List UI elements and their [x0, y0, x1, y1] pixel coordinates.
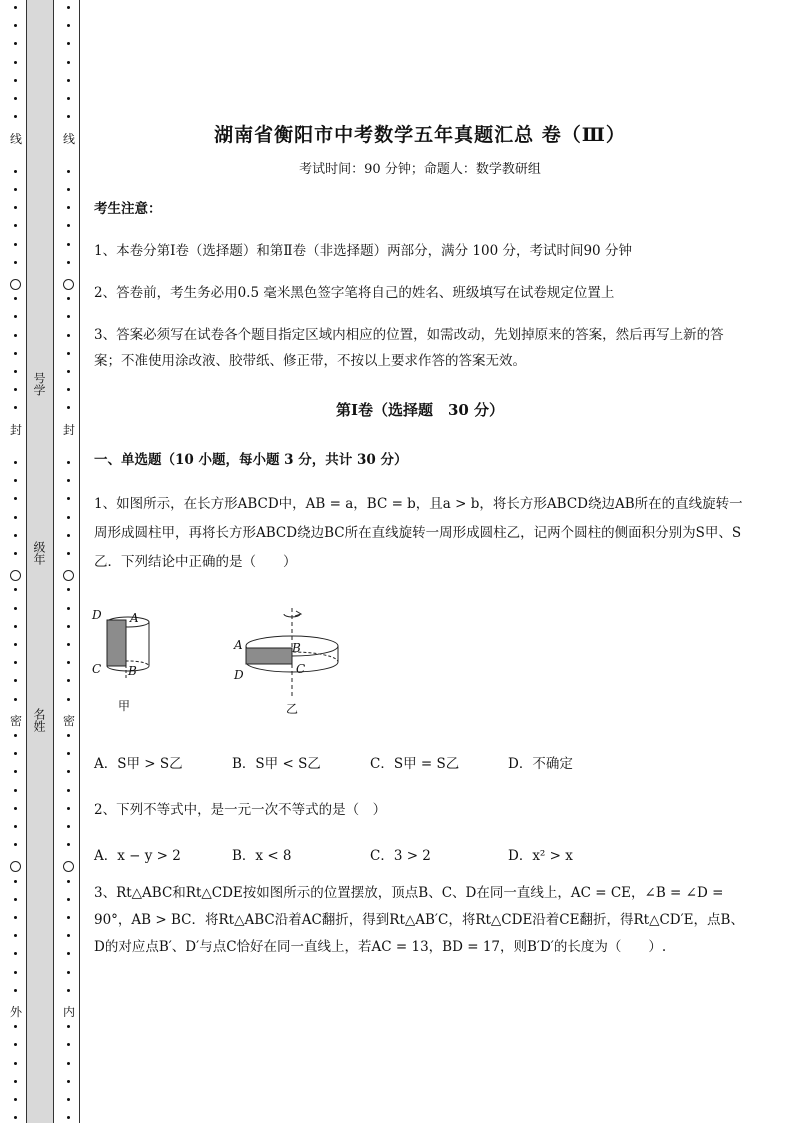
binding-dot	[67, 24, 70, 27]
binding-dot	[67, 352, 70, 355]
option-a[interactable]: A．S甲 > S乙	[94, 756, 183, 772]
binding-char: 外	[9, 1005, 22, 1019]
binding-dot	[14, 461, 17, 464]
binding-dot	[14, 24, 17, 27]
binding-line-outer	[79, 0, 80, 1123]
binding-dot	[14, 61, 17, 64]
binding-dot	[14, 916, 17, 919]
notice-item: 2、答卷前，考生务必用0.5 毫米黑色签字笔将自己的姓名、班级填写在试卷规定位置上	[94, 285, 615, 301]
binding-dot	[14, 516, 17, 519]
binding-dot	[14, 679, 17, 682]
binding-dot	[14, 643, 17, 646]
grade-label: 级年	[32, 541, 46, 565]
binding-dot	[67, 698, 70, 701]
binding-circle	[63, 570, 74, 581]
binding-circle	[63, 279, 74, 290]
binding-dot	[67, 934, 70, 937]
binding-char: 密	[9, 714, 22, 728]
figure-label: D	[92, 608, 102, 622]
part-heading: 一、单选题（10 小题，每小题 3 分，共计 30 分）	[94, 452, 408, 468]
binding-dot	[67, 1043, 70, 1046]
binding-char: 内	[62, 1005, 75, 1019]
binding-dot	[67, 6, 70, 9]
binding-dot	[14, 370, 17, 373]
binding-char: 线	[62, 132, 75, 146]
binding-dot	[67, 661, 70, 664]
binding-dot	[67, 916, 70, 919]
figure-label: D	[234, 668, 244, 682]
binding-dot	[14, 588, 17, 591]
binding-dot	[14, 388, 17, 391]
question-1-options	[94, 752, 749, 772]
option-b[interactable]: B．S甲 < S乙	[232, 756, 321, 772]
notice-item: 1、本卷分第Ⅰ卷（选择题）和第Ⅱ卷（非选择题）两部分，满分 100 分，考试时间90 分钟	[94, 243, 632, 259]
binding-dot	[14, 42, 17, 45]
binding-dot	[14, 934, 17, 937]
binding-dot	[67, 789, 70, 792]
binding-dot	[14, 97, 17, 100]
name-label: 名姓	[32, 708, 46, 732]
binding-dot	[14, 971, 17, 974]
binding-dot	[14, 752, 17, 755]
binding-dot	[67, 61, 70, 64]
binding-dot	[67, 388, 70, 391]
figure-label: C	[92, 662, 102, 676]
figure-caption: 甲	[118, 699, 131, 713]
binding-char: 密	[62, 714, 75, 728]
binding-dot	[67, 370, 70, 373]
binding-dot	[67, 752, 70, 755]
section-title: 第Ⅰ卷（选择题 30 分）	[335, 401, 505, 419]
binding-dot	[67, 898, 70, 901]
binding-dot	[67, 243, 70, 246]
binding-dot	[14, 952, 17, 955]
binding-dot	[67, 42, 70, 45]
binding-dot	[14, 1116, 17, 1119]
binding-dot	[14, 297, 17, 300]
binding-dot	[14, 698, 17, 701]
figure-label: B	[292, 641, 301, 655]
binding-dot	[67, 297, 70, 300]
binding-dot	[67, 679, 70, 682]
binding-line-right	[53, 0, 54, 1123]
binding-dot	[67, 334, 70, 337]
binding-char: 线	[9, 132, 22, 146]
binding-dot-column-right	[62, 0, 76, 1123]
binding-circle	[10, 861, 21, 872]
notice-item: 3、答案必须写在试卷各个题目指定区域内相应的位置，如需改动，先划掉原来的答案，然后再写上新的答案；不准使用涂改液、胶带纸、修正带，不按以上要求作答的答案无效。	[94, 327, 724, 369]
binding-dot	[67, 516, 70, 519]
binding-circle	[10, 570, 21, 581]
binding-dot	[14, 825, 17, 828]
binding-dot-column-left	[9, 0, 23, 1123]
exam-info: 考试时间：90 分钟；命题人：数学教研组	[299, 162, 541, 177]
binding-dot	[67, 952, 70, 955]
binding-dot	[67, 825, 70, 828]
figure-caption: 乙	[286, 702, 299, 716]
binding-dot	[67, 588, 70, 591]
binding-dot	[67, 534, 70, 537]
option-c[interactable]: C．3 > 2	[370, 848, 431, 864]
binding-dot	[14, 115, 17, 118]
option-b[interactable]: B．x < 8	[232, 848, 292, 864]
binding-dot	[14, 807, 17, 810]
binding-dot	[67, 406, 70, 409]
page-title: 湖南省衡阳市中考数学五年真题汇总 卷（Ⅲ）	[214, 124, 626, 146]
binding-dot	[14, 315, 17, 318]
binding-char: 封	[62, 423, 75, 437]
option-d[interactable]: D．不确定	[508, 756, 573, 772]
binding-dot	[67, 315, 70, 318]
binding-dot	[67, 115, 70, 118]
question-3-text: 3、Rt△ABC和Rt△CDE按如图所示的位置摆放，顶点B、C、D在同一直线上，AC = CE，∠B = ∠D = 90°，AB > BC．将Rt△ABC沿着AC翻折，得到Rt△AB′C，将Rt△CDE沿着CE翻折，得Rt△CD′E，点B、D的对应点B′、D′与点C恰好在同一直线上，若AC = 13，BD = 17，则B′D′的长度为（ ）.	[94, 885, 744, 955]
binding-dot	[67, 261, 70, 264]
binding-dot	[67, 807, 70, 810]
binding-dot	[14, 170, 17, 173]
figure-label: B	[128, 664, 137, 678]
binding-dot	[67, 479, 70, 482]
binding-dot	[67, 79, 70, 82]
binding-dot	[14, 625, 17, 628]
binding-dot	[14, 1062, 17, 1065]
binding-dot	[14, 206, 17, 209]
binding-dot	[67, 625, 70, 628]
binding-dot	[14, 6, 17, 9]
figure-cylinder-jia	[88, 600, 168, 720]
binding-dot	[67, 607, 70, 610]
binding-dot	[14, 552, 17, 555]
binding-dot	[14, 534, 17, 537]
binding-dot	[67, 206, 70, 209]
question-1-text: 1、如图所示，在长方形ABCD中，AB = a，BC = b，且a > b，将长方形ABCD绕边AB所在的直线旋转一周形成圆柱甲，再将长方形ABCD绕边BC所在直线旋转一周形成圆柱乙，记两个圆柱的侧面积分别为S甲、S乙．下列结论中正确的是（ ）	[94, 496, 743, 570]
binding-dot	[67, 734, 70, 737]
figure-cylinder-yi	[226, 606, 346, 726]
binding-dot	[67, 880, 70, 883]
binding-dot	[14, 1043, 17, 1046]
binding-line-left	[26, 0, 27, 1123]
binding-circle	[10, 279, 21, 290]
binding-dot	[14, 479, 17, 482]
binding-dot	[14, 989, 17, 992]
student-id-label: 号学	[32, 372, 46, 396]
binding-dot	[14, 243, 17, 246]
binding-dot	[67, 1025, 70, 1028]
binding-dot	[67, 97, 70, 100]
binding-circle	[63, 861, 74, 872]
binding-dot	[67, 770, 70, 773]
binding-dot	[14, 789, 17, 792]
binding-dot	[14, 334, 17, 337]
binding-dot	[67, 1116, 70, 1119]
figure-label: C	[296, 662, 306, 676]
binding-dot	[14, 406, 17, 409]
binding-dot	[14, 661, 17, 664]
binding-dot	[67, 497, 70, 500]
binding-dot	[14, 261, 17, 264]
binding-dot	[14, 352, 17, 355]
binding-dot	[67, 461, 70, 464]
binding-dot	[14, 770, 17, 773]
binding-dot	[14, 843, 17, 846]
figure-label: A	[130, 611, 139, 625]
binding-dot	[67, 224, 70, 227]
binding-dot	[14, 497, 17, 500]
binding-dot	[14, 607, 17, 610]
binding-dot	[67, 1062, 70, 1065]
binding-char: 封	[9, 423, 22, 437]
binding-dot	[14, 79, 17, 82]
binding-dot	[14, 880, 17, 883]
binding-dot	[67, 1098, 70, 1101]
binding-dot	[14, 734, 17, 737]
binding-dot	[67, 971, 70, 974]
binding-dot	[67, 643, 70, 646]
option-d[interactable]: D．x² > x	[508, 848, 573, 864]
binding-dot	[67, 170, 70, 173]
notice-heading: 考生注意：	[94, 201, 162, 217]
binding-dot	[67, 1080, 70, 1083]
binding-dot	[14, 898, 17, 901]
option-a[interactable]: A．x − y > 2	[94, 848, 181, 864]
binding-dot	[14, 1080, 17, 1083]
binding-dot	[67, 843, 70, 846]
question-2-options	[94, 844, 749, 864]
binding-dot	[14, 188, 17, 191]
binding-dot	[67, 188, 70, 191]
binding-dot	[14, 224, 17, 227]
option-c[interactable]: C．S甲 = S乙	[370, 756, 460, 772]
binding-dot	[14, 1025, 17, 1028]
question-2-text: 2、下列不等式中，是一元一次不等式的是（ ）	[94, 802, 387, 818]
binding-dot	[14, 1098, 17, 1101]
binding-dot	[67, 552, 70, 555]
figure-label: A	[234, 638, 243, 652]
binding-dot	[67, 989, 70, 992]
